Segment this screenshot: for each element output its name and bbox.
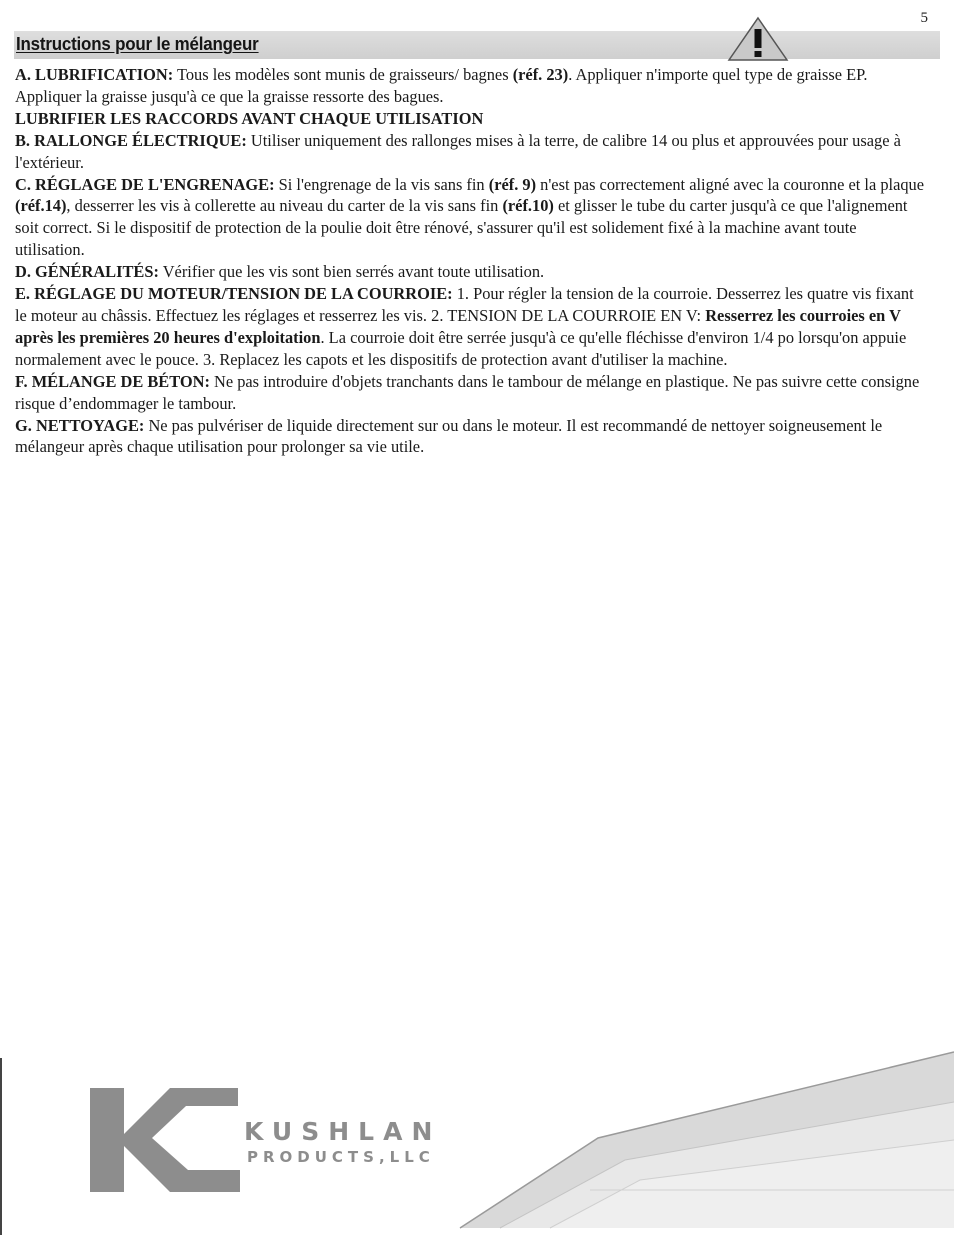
corner-decoration <box>440 1040 954 1235</box>
body-text: n'est pas correctement aligné avec la couronne et la plaque <box>536 174 925 194</box>
logo-name: KUSHLAN <box>244 1117 442 1146</box>
instruction-paragraph <box>15 174 927 262</box>
body-text: . La courroie doit être serrée jusqu'à ce qu'elle fléchisse d'environ 1/4 po lorsqu'on appuie normalement avec le pouce. 3. Replacez les capots et les dispositifs de protection avant d'utiliser la machine. <box>15 327 907 369</box>
bold-text: D. GÉNÉRALITÉS: <box>15 262 159 282</box>
bold-text: LUBRIFIER LES RACCORDS AVANT CHAQUE UTILISATION <box>15 108 484 128</box>
instruction-paragraph <box>15 415 927 459</box>
body-text: Tous les modèles sont munis de graisseurs/ bagnes <box>173 65 513 84</box>
bold-text: B. RALLONGE ÉLECTRIQUE: <box>15 130 247 150</box>
bold-text: F. MÉLANGE DE BÉTON: <box>15 371 210 391</box>
page-number: 5 <box>920 10 928 26</box>
body-text: Vérifier que les vis sont bien serrés avant toute utilisation. <box>158 262 545 282</box>
instruction-paragraph <box>15 108 927 130</box>
instruction-paragraph <box>15 130 927 174</box>
bold-text: (réf. 9) <box>488 174 537 194</box>
instruction-paragraph <box>15 371 927 415</box>
bold-text: A. LUBRIFICATION: <box>15 65 174 84</box>
bold-text: Resserrez les courroies en V après les premières 20 heures d'exploitation <box>15 305 901 347</box>
bold-text: (réf.14) <box>15 196 67 216</box>
body-text: Ne pas introduire d'objets tranchants dans le tambour de mélange en plastique. Ne pas suivre cette consigne risque d’endommager le tambour. <box>15 371 920 413</box>
left-margin-rule <box>0 1058 2 1235</box>
company-logo <box>90 1084 450 1196</box>
bold-text: (réf.10) <box>502 196 554 216</box>
logo-k-mark <box>90 1084 240 1196</box>
warning-triangle-icon <box>727 16 789 62</box>
body-text: 1. Pour régler la tension de la courroie. Desserrez les quatre vis fixant le moteur au châssis. Effectuez les réglages et resserrez les vis. 2. TENSION DE LA COURROIE EN V: <box>15 284 914 325</box>
page-title: Instructions pour le mélangeur <box>16 34 259 54</box>
section-header-bar <box>14 31 940 59</box>
instruction-paragraph <box>15 261 927 283</box>
body-text: . Appliquer n'importe quel type de graisse EP. Appliquer la graisse jusqu'à ce que la graisse ressorte des bagues. <box>15 65 868 106</box>
instructions-body <box>15 64 927 458</box>
bold-text: E. RÉGLAGE DU MOTEUR/TENSION DE LA COURROIE: <box>15 284 453 304</box>
instruction-paragraph <box>15 64 927 108</box>
body-text: , desserrer les vis à collerette au niveau du carter de la vis sans fin <box>66 196 503 216</box>
logo-subtitle: PRODUCTS,LLC <box>247 1148 435 1166</box>
body-text: Ne pas pulvériser de liquide directement sur ou dans le moteur. Il est recommandé de nettoyer soigneusement le mélangeur après chaque utilisation pour prolonger sa vie utile. <box>15 415 883 457</box>
body-text: et glisser le tube du carter jusqu'à ce que l'alignement soit correct. Si le dispositif de protection de la poulie doit être rénové, s'assurer qu'il est solidement fixé à la machine avant toute utilisation. <box>15 196 908 260</box>
instruction-paragraph <box>15 283 927 371</box>
bold-text: C. RÉGLAGE DE L'ENGRENAGE: <box>15 174 275 194</box>
body-text: Utiliser uniquement des rallonges mises à la terre, de calibre 14 ou plus et approuvées pour usage à l'extérieur. <box>15 130 901 172</box>
bold-text: (réf. 23) <box>512 65 569 84</box>
bold-text: G. NETTOYAGE: <box>15 415 145 435</box>
body-text: Si l'engrenage de la vis sans fin <box>274 174 489 194</box>
